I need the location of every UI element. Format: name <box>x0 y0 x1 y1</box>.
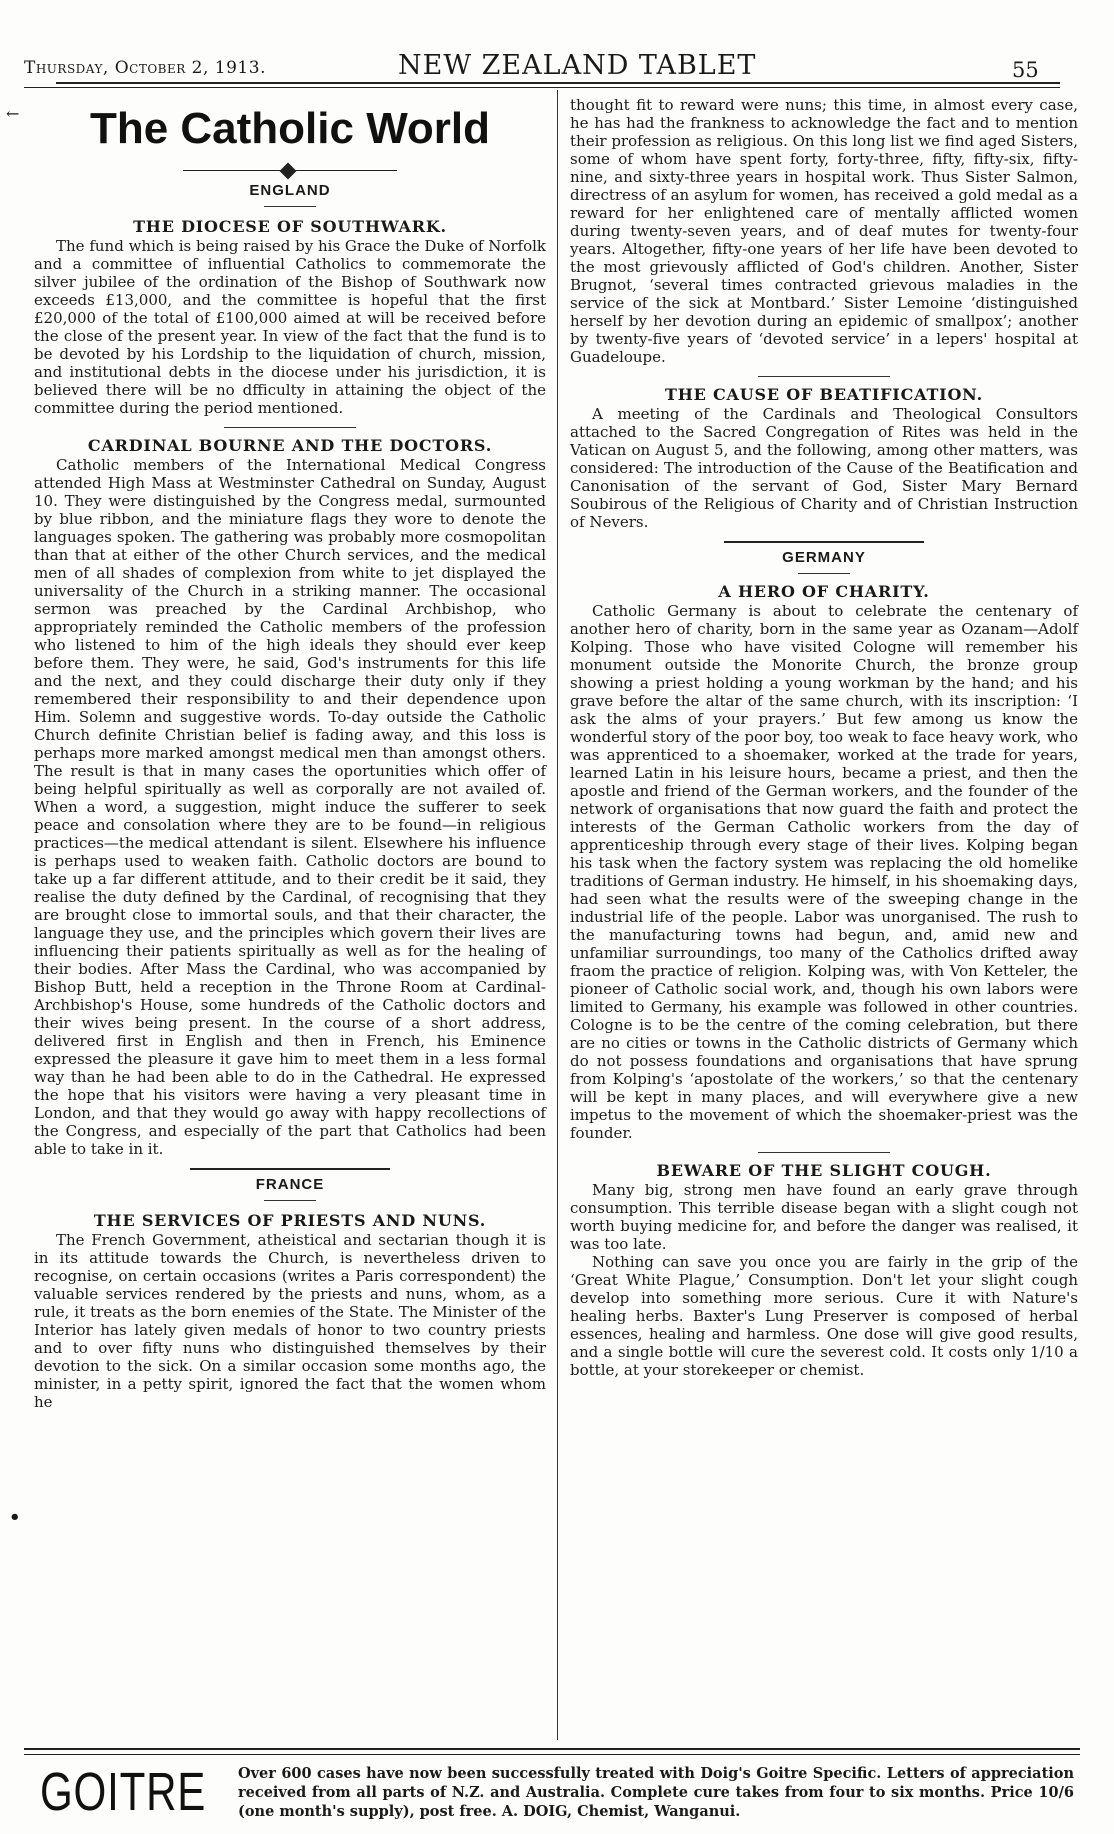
masthead-rule-thick <box>56 82 1060 84</box>
margin-pencil-mark: ← <box>6 104 20 123</box>
article-divider <box>758 376 890 377</box>
article-body-southwark: The fund which is being raised by his Grace the Duke of Norfolk and a committee of influential Catholics to commemorate the silver jubilee of the ordination of the Bishop of Southwark now exceeds £13,000, and the committee is hopeful that the first £20,000 of the total of £100,000 aimed at will be received before the close of the present year. In view of the fact that the fund is to be devoted by his Lordship to the liquidation of church, mission, and institutional debts in the diocese under his jurisdiction, it is believed there will be no dfficulty in attaining the object of the committee during the period mentioned. <box>34 237 546 417</box>
masthead <box>0 0 1114 90</box>
region-heading-germany: GERMANY <box>782 549 866 566</box>
article-heading-cardinal-bourne: CARDINAL BOURNE AND THE DOCTORS. <box>87 436 493 455</box>
region-divider <box>190 1168 390 1170</box>
article-heading-priests-nuns: THE SERVICES OF PRIESTS AND NUNS. <box>93 1211 487 1230</box>
advert-rule-thick <box>24 1748 1080 1750</box>
goitre-advertisement <box>24 1760 1080 1826</box>
region-underline <box>798 573 850 574</box>
article-heading-hero-of-charity: A HERO OF CHARITY. <box>718 582 930 601</box>
region-underline <box>264 206 316 207</box>
page-number: 55 <box>1012 58 1039 82</box>
article-body-hero-of-charity: Catholic Germany is about to celebrate the centenary of another hero of charity, born in the same year as Ozanam—Adolf Kolping. Those who have visited Cologne will remember his monument outside the Monorite Church, the bronze group showing a priest holding a young workman by the hand; and his grave before the altar of the same church, with its inscription: ‘I ask the alms of your prayers.’ But few among us know the wonderful story of the poor boy, too weak to face heavy work, who was apprenticed to a shoemaker, worked at the trade for years, learned Latin in his leisure hours, became a priest, and then the apostle and friend of the German workers, and the founder of the network of organisations that now guard the faith and protect the interests of the German Catholic workers from the day of apprenticeship through every stage of their lives. Kolping began his task when the factory system was replacing the old homelike traditions of German industry. He himself, in his shoemaking days, had seen what the results were of the sweeping change in the industrial life of the people. Labor was unorganised. The rush to the manufacturing towns had begun, and, amid new and unfamiliar surroundings, too many of the Catholics drifted away fraom the practice of religion. Kolping was, with Von Ketteler, the pioneer of Catholic social work, and, though his own labors were limited to Germany, his example was followed in other countries. Cologne is to be the centre of the coming celebration, but there are no cities or towns in the Catholic districts of Germany which do not possess foundations and organisations that have sprung from Kolping's ‘apostolate of the workers,’ so that the centenary will be kept in many places, and will everywhere give a new impetus to the movement of which the shoemaker-priest was the founder. <box>570 602 1078 1142</box>
article-body-priests-nuns: The French Government, atheistical and sectarian though it is in its attitude towards the Church, is nevertheless driven to recognise, on certain occasions (writes a Paris correspondent) the valuable services rendered by the priests and nuns, whom, as a rule, it treats as the born enemies of the State. The Minister of the Interior has lately given medals of honor to two country priests and to over fifty nuns who distinguished themselves by their devotion to the sick. On a similar occasion some months ago, the minister, in a petty spirit, ignored the fact that the women whom he <box>34 1231 546 1411</box>
article-body-slight-cough-2: Nothing can save you once you are fairly in the grip of the ‘Great White Plague,’ Consumption. Don't let your slight cough develop into something more serious. Cure it with Nature's healing herbs. Baxter's Lung Preserver is composed of herbal essences, healing and harmless. One dose will give good results, and a single bottle will cure the severest cold. It costs only 1/10 a bottle, at your storekeeper or chemist. <box>570 1253 1078 1379</box>
advert-rule-thin <box>24 1754 1080 1755</box>
masthead-rule-thin <box>24 87 1060 88</box>
article-divider <box>224 427 356 428</box>
column-divider <box>557 90 558 1740</box>
region-underline <box>264 1200 316 1201</box>
article-continuation-priests-nuns: thought fit to reward were nuns; this time, in almost every case, he has had the frankness to acknowledge the fact and to mention their profession as religious. On this long list we find aged Sisters, some of whom have spent forty, forty-three, fifty, fifty-six, fifty-nine, and sixty-three years in hospital work. Thus Sister Salmon, directress of an asylum for women, has received a gold medal as a reward for her enlightened care of mentally afflicted women during twenty-seven years, and of deaf mutes for twenty-four years. Altogether, fifty-one years of her life have been devoted to the most grievously afflicted of God's children. Another, Sister Brugnot, ‘several times contracted grievous maladies in the service of the sick at Montbard.’ Sister Lemoine ‘distinguished herself by her devotion during an epidemic of smallpox’; another by twenty-five years of ‘devoted service’ in a lepers' hospital at Guadeloupe. <box>570 96 1078 366</box>
article-body-slight-cough-1: Many big, strong men have found an early grave through consumption. This terrible disease began with a slight cough not worth buying medicine for, and before the danger was realised, it was too late. <box>570 1181 1078 1253</box>
article-divider <box>758 1152 890 1153</box>
title-ornament <box>183 164 397 178</box>
advert-headline: GOITRE <box>40 1762 207 1822</box>
left-column <box>34 96 546 1411</box>
advert-text: Over 600 cases have now been successfully treated with Doig's Goitre Specific. Letters of appreciation received from all parts of N.Z. and Australia. Complete cure takes from four to six months. Price 10/6 (one month's supply), post free. A. DOIG, Chemist, Wanganui. <box>238 1765 1074 1820</box>
article-body-beatification: A meeting of the Cardinals and Theological Consultors attached to the Sacred Congregation of Rites was held in the Vatican on August 5, and the following, among other matters, was considered: The introduction of the Cause of the Beatification and Canonisation of the servant of God, Sister Mary Bernard Soubirous of the Religious of Charity and of Christian Instruction of Nevers. <box>570 405 1078 531</box>
region-heading-england: ENGLAND <box>249 182 331 199</box>
region-divider <box>724 541 924 543</box>
margin-ink-mark: • <box>9 1507 21 1528</box>
issue-date: Thursday, October 2, 1913. <box>24 58 266 78</box>
article-heading-beatification: THE CAUSE OF BEATIFICATION. <box>665 385 983 404</box>
publication-name: NEW ZEALAND TABLET <box>398 50 757 81</box>
article-heading-slight-cough: BEWARE OF THE SLIGHT COUGH. <box>656 1161 992 1180</box>
article-heading-southwark: THE DIOCESE OF SOUTHWARK. <box>133 217 447 236</box>
region-heading-france: FRANCE <box>255 1176 325 1193</box>
ornament-diamond <box>280 163 297 180</box>
article-body-cardinal-bourne: Catholic members of the International Medical Congress attended High Mass at Westminster Cathedral on Sunday, August 10. They were distinguished by the Congress medal, surmounted by blue ribbon, and the miniature flags they wore to denote the languages spoken. The gathering was probably more cosmopolitan than that at either of the other Church services, and the medical men of all shades of complexion from white to jet displayed the universality of the Church in a striking manner. The occasional sermon was preached by the Cardinal Archbishop, who appropriately reminded the Catholic members of the profession who listened to him of the high ideals they should ever keep before them. They were, he said, God's instruments for this life and the next, and they could discharge their duty only if they remembered their responsibility to and their dependence upon Him. Solemn and suggestive words. To-day outside the Catholic Church definite Christian belief is fading away, and this loss is perhaps more marked amongst medical men than amongst others. The result is that in many cases the oportunities which offer of being helpful spiritually as well as corporally are not availed of. When a word, a suggestion, might induce the sufferer to seek peace and consolation where they are to be found—in religious practices—the medical attendant is silent. Elsewhere his influence is perhaps used to weaken faith. Catholic doctors are bound to take up a far different attitude, and to their credit be it said, they realise the duty defined by the Cardinal, of recognising that they are brought close to immortal souls, and that their character, the language they use, and the principles which govern their lives are influencing their patients spiritually as well as for the healing of their bodies. After Mass the Cardinal, who was accompanied by Bishop Butt, held a reception in the Throne Room at Cardinal-Archbishop's House, some hundreds of the Catholic doctors and their wives being present. In the course of a short address, delivered first in English and then in French, his Eminence expressed the pleasure it gave him to meet them in a less formal way than he had been able to do in the Cathedral. He expressed the hope that his visitors were having a very pleasant time in London, and that they would go away with happy recollections of the Congress, and especially of the part that Catholics had been able to take in it. <box>34 456 546 1158</box>
section-title: The Catholic World <box>89 104 491 153</box>
right-column <box>570 96 1078 1379</box>
